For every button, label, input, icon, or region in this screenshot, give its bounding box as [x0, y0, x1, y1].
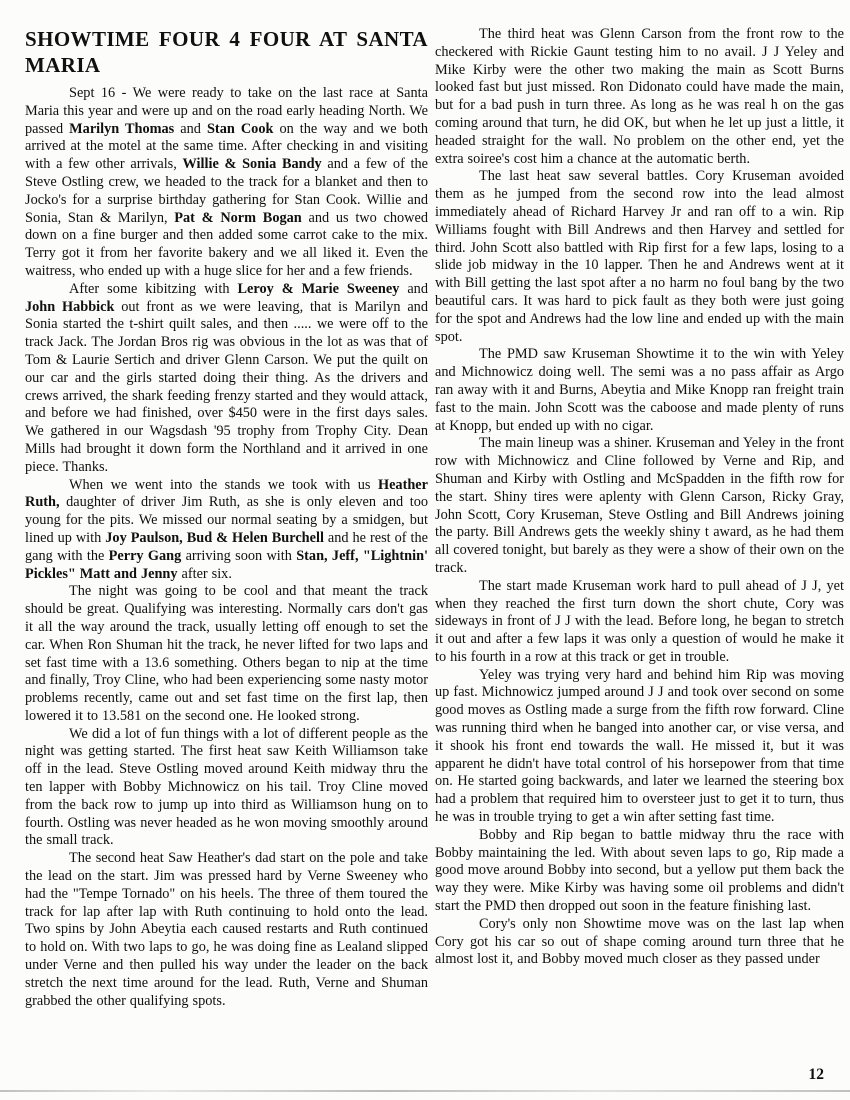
- paragraph: The main lineup was a shiner. Kruseman and Yeley in the front row with Michnowicz and Cline followed by Verne and Rip, and Shuman and Kirby with Ostling and McSpadden in the fifth row for the start. Shiny tires were aplenty with Glenn Carson, Ricky Gray, John Scott, Cory Kruseman, Steve Ostling and Bill Andrews joining the party. Bill Andrews gets the weekly shiny t award, as he had them all covered tonight, but barely as they were a show of their own on the track.: [435, 435, 844, 576]
- paragraph: The PMD saw Kruseman Showtime it to the win with Yeley and Michnowicz doing well. The semi was a no pass affair as Argo ran away with it and Burns, Abeytia and Mike Knopp ran freight train fast to the main. John Scott was the caboose and made plenty of runs at Knopp, but ended up with no cigar.: [435, 346, 844, 434]
- article-title: SHOWTIME FOUR 4 FOUR AT SANTA MARIA: [25, 27, 428, 77]
- right-column: [435, 26, 844, 1010]
- paragraph: The last heat saw several battles. Cory Kruseman avoided them as he jumped from the second row into the lead almost immediately ahead of Richard Harvey Jr and ran off to a win. Rip Williams fought with Bill Andrews and then Harvey and settled for third. John Scott also battled with Rip first for a few laps, losing to a slide job midway in the 10 lapper. Then he and Andrews went at it with Bill getting the last spot after a no harm no foul bang by the two beautiful cars. It was hard to pick fault as they both were just going for the spot and Andrews had the low line and ended up with the main spot.: [435, 168, 844, 345]
- paragraph: The night was going to be cool and that meant the track should be great. Qualifying was interesting. Normally cars don't gas it all the way around the track, usually letting off enough to set the car. When Ron Shuman hit the track, he never lifted for two laps and set fast time with a 13.6 something. Others began to nip at the time and finally, Troy Cline, who had been experiencing some nasty motor problems recently, came out and set fast time on the first lap, then lowered it to 13.581 on the second one. He looked strong.: [25, 583, 428, 724]
- paragraph: When we went into the stands we took with us Heather Ruth, daughter of driver Jim Ruth, as she is only eleven and too young for the pits. We missed our normal seating by a smidgen, but lined up with Joy Paulson, Bud & Helen Burchell and he rest of the gang with the Perry Gang arriving soon with Stan, Jeff, "Lightnin' Pickles" Matt and Jenny after six.: [25, 476, 428, 582]
- paragraph: We did a lot of fun things with a lot of different people as the night was getting started. The first heat saw Keith Williamson take off in the lead. Steve Ostling moved around Keith midway thru the ten lapper with Bobby Michnowicz on his tail. Troy Cline moved from the back row to jump up into third as Williamson hung on to fourth. Ostling was never headed as he won moving smoothly around the small track.: [25, 725, 428, 849]
- left-column-paragraphs: [25, 85, 428, 1010]
- left-column: [25, 26, 428, 1010]
- scan-edge-line: [0, 1090, 850, 1092]
- paragraph: Cory's only non Showtime move was on the last lap when Cory got his car so out of shape coming around turn three that he almost lost it, and Bobby moved much closer as they passed under: [435, 915, 844, 968]
- paragraph: The start made Kruseman work hard to pull ahead of J J, yet when they reached the first turn down the short chute, Cory was sideways in front of J J with the lead. Before long, he began to stretch it out and after a few laps it was only a question of would he make it to his fourth in a row at this track or get in trouble.: [435, 577, 844, 665]
- right-column-paragraphs: [435, 26, 844, 969]
- paragraph: Bobby and Rip began to battle midway thru the race with Bobby maintaining the led. With about seven laps to go, Rip made a good move around Bobby into second, but a yellow put them back the way they were. Mike Kirby was having some oil problems and didn't start the PMD then dropped out soon in the feature finishing last.: [435, 826, 844, 915]
- paragraph: Sept 16 - We were ready to take on the last race at Santa Maria this year and were up and on the road early heading North. We passed Marilyn Thomas and Stan Cook on the way and we both arrived at the motel at the same time. After checking in and visiting with a few other arrivals, Willie & Sonia Bandy and a few of the Steve Ostling crew, we headed to the track for a blanket and then to Jocko's for a surprise birthday gathering for Stan Cook. Willie and Sonia, Stan & Marilyn, Pat & Norm Bogan and us two chowed down on a fine burger and then added some carrot cake to the mix. Terry got it from her favorite bakery and we all liked it. Even the waitress, who ended up with a huge slice for her and a few friends.: [25, 85, 428, 279]
- paragraph: The third heat was Glenn Carson from the front row to the checkered with Rickie Gaunt testing him to no avail. J J Yeley and Mike Kirby were the other two making the main as Scott Burns looked fast but just missed. Ron Didonato could have made the main, but for a bad push in turn three. As long as he was real h on the gas coming around that turn, he did OK, but when he let up just a little, it headed straight for the wall. No problem on the other end, yet the extra soiree's cost him a chance at the automatic berth.: [435, 26, 844, 167]
- page-number: 12: [808, 1066, 824, 1083]
- paragraph: Yeley was trying very hard and behind him Rip was moving up fast. Michnowicz jumped around J J and took over second on some good moves as Ostling made a surge from the fifth row forward. Cline was running third when he banged into another car, or vise versa, and it shook his front end towards the wall. He missed it, but it was apparent he didn't have total control of his horsepower from that time on. He started going backwards, and later we learned the steering box had a problem that required him to oversteer just to get it to turn, thus he was in trouble trying to get a win after setting fast time.: [435, 666, 844, 826]
- paragraph: After some kibitzing with Leroy & Marie Sweeney and John Habbick out front as we were leaving, that is Marilyn and Sonia started the t-shirt quilt sales, and then ..... we were off to the track Jack. The Jordan Bros rig was obvious in the lot as was that of Tom & Laurie Sertich and driver Glenn Carson. We put the quilt on our car and the girls started doing their thing. As the drivers and crews arrived, the shark feeding frenzy started and they would attack, and before we had finished, over $450 were in the first days sales. We gathered in our Wagsdash '95 trophy from Trophy City. Dean Mills had brought it down form the Northland and it arrived in one piece. Thanks.: [25, 280, 428, 475]
- paragraph: The second heat Saw Heather's dad start on the pole and take the lead on the start. Jim was pressed hard by Verne Sweeney who had the "Tempe Tornado" on his heels. The three of them toured the track for lap after lap with Ruth continuing to hold onto the lead. Two spins by John Abeytia each caused restarts and Ruth continued to hold on. With two laps to go, he was doing fine as Lealand slipped under Verne and then pulled his way under the leader on the back stretch the next time around for the lead. Ruth, Verne and Shuman grabbed the other qualifying spots.: [25, 850, 428, 1009]
